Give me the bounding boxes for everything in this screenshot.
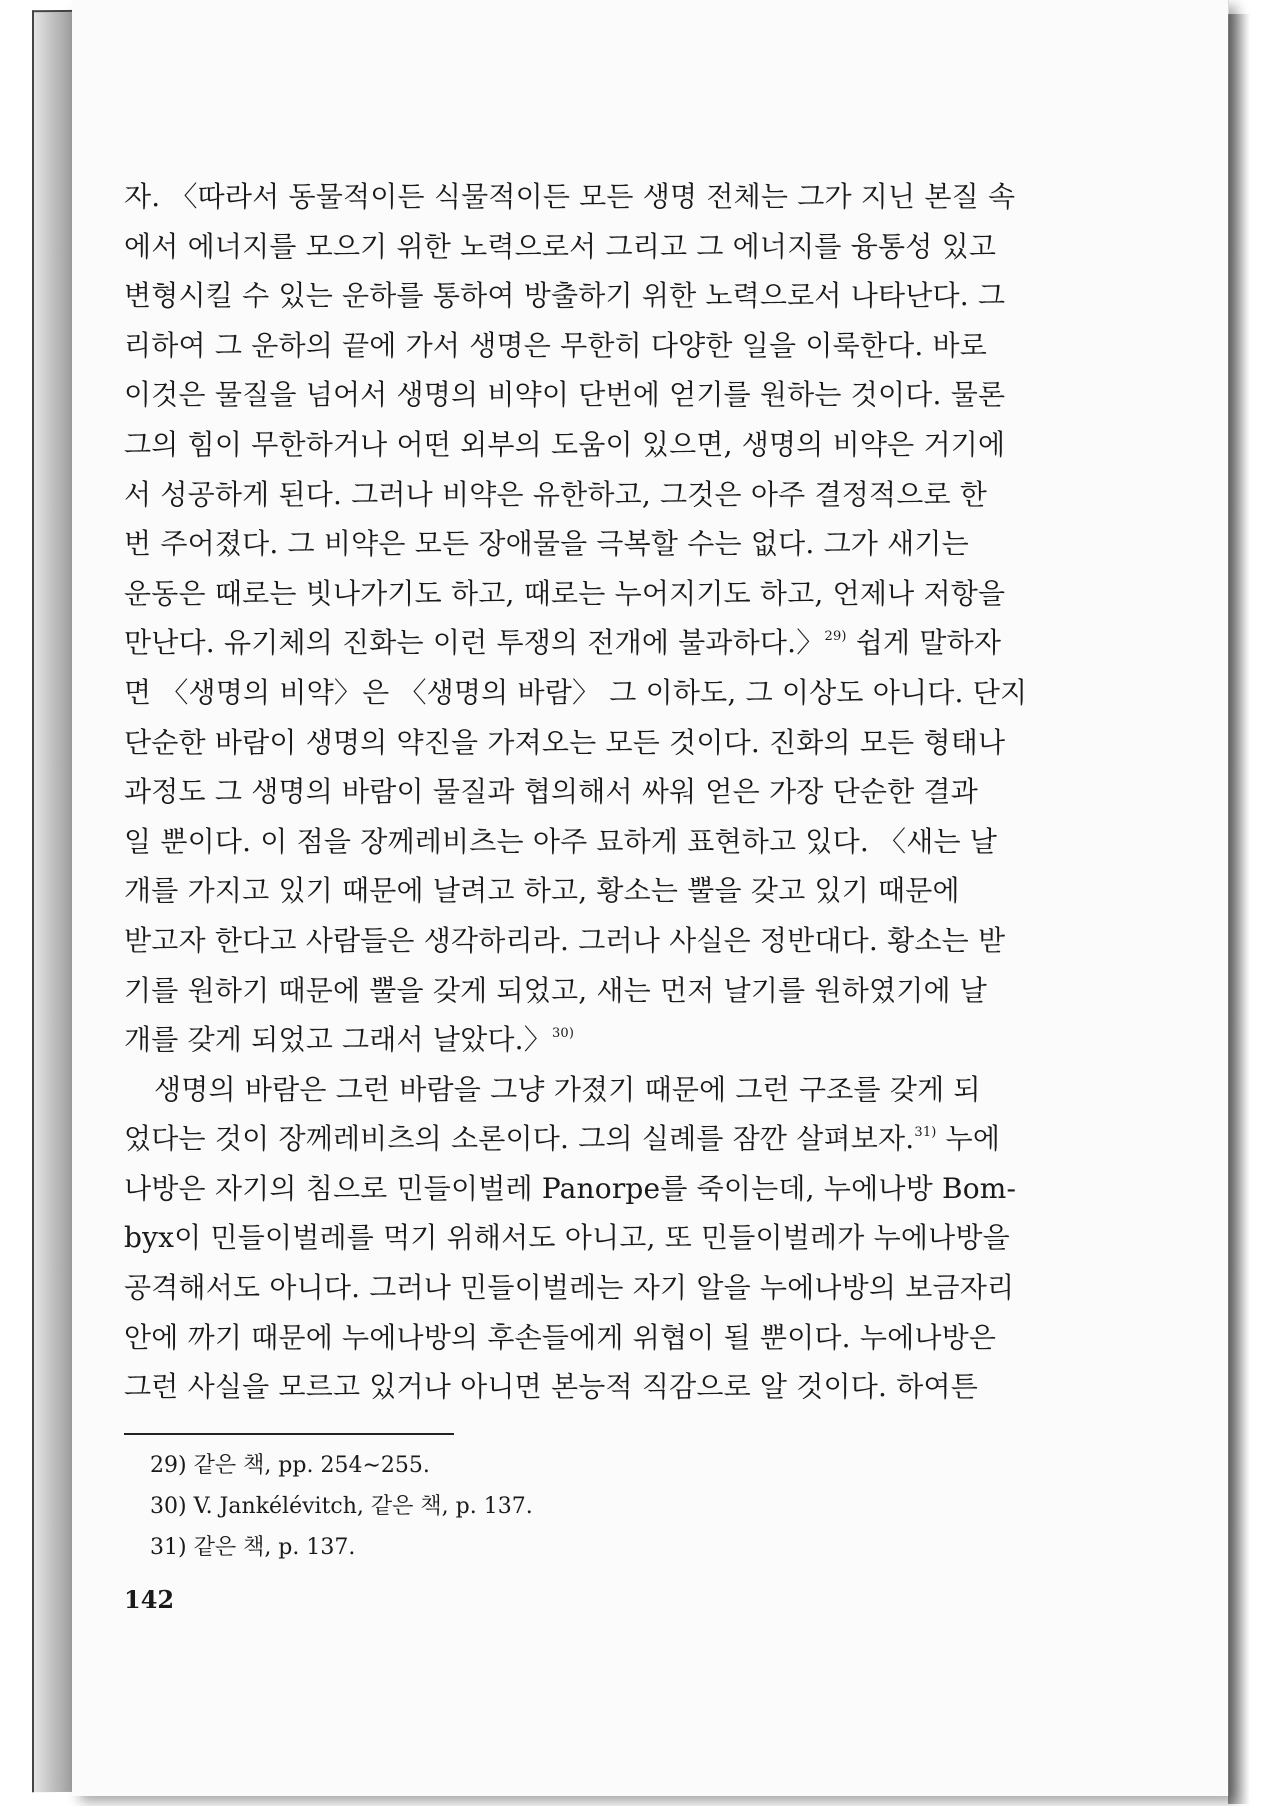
text-line: 일 뿐이다. 이 점을 장께레비츠는 아주 묘하게 표현하고 있다. 〈새는 날 xyxy=(124,824,998,858)
text-line: 과정도 그 생명의 바람이 물질과 협의해서 싸워 얻은 가장 단순한 결과 xyxy=(124,775,978,809)
text-line xyxy=(124,1015,1044,1065)
text-segment: 쉽게 말하자 xyxy=(846,626,1002,660)
footnote: 30) V. Jankélévitch, 같은 책, p. 137. xyxy=(150,1494,533,1519)
text-line: 나방은 자기의 침으로 민들이벌레 Panorpe를 죽이는데, 누에나방 Bom- xyxy=(124,1171,1017,1205)
text-segment: 었다는 것이 장께레비츠의 소론이다. 그의 실례를 잠깐 살펴보자. xyxy=(124,1122,915,1156)
text-line: 자. 〈따라서 동물적이든 식물적이든 모든 생명 전체는 그가 지닌 본질 속 xyxy=(124,180,1016,213)
text-line xyxy=(124,1114,1044,1164)
text-line: 리하여 그 운하의 끝에 가서 생명은 무한히 다양한 일을 이룩한다. 바로 xyxy=(124,328,988,362)
text-line: 받고자 한다고 사람들은 생각하리라. 그러나 사실은 정반대다. 황소는 받 xyxy=(124,923,1006,957)
text-line: 그런 사실을 모르고 있거나 아니면 본능적 직감으로 알 것이다. 하여튼 xyxy=(124,1370,978,1404)
text-line: byx이 민들이벌레를 먹기 위해서도 아니고, 또 민들이벌레가 누에나방을 xyxy=(124,1221,1010,1255)
footnote-ref: 30) xyxy=(551,1026,575,1042)
text-line: 번 주어졌다. 그 비약은 모든 장애물을 극복할 수는 없다. 그가 새기는 xyxy=(124,527,969,561)
text-line: 안에 까기 때문에 누에나방의 후손들에게 위협이 될 뿐이다. 누에나방은 xyxy=(124,1320,997,1354)
text-line: 에서 에너지를 모으기 위한 노력으로서 그리고 그 에너지를 융통성 있고 xyxy=(124,229,997,263)
page-number: 142 xyxy=(124,1585,175,1614)
text-line: 운동은 때로는 빗나가기도 하고, 때로는 누어지기도 하고, 언제나 저항을 xyxy=(124,576,1006,610)
text-segment: 개를 갖게 되었고 그래서 날았다.〉 xyxy=(124,1023,552,1057)
footnote-divider xyxy=(124,1433,454,1435)
text-line: 이것은 물질을 넘어서 생명의 비약이 단번에 얻기를 원하는 것이다. 물론 xyxy=(124,378,1006,412)
text-line: 그의 힘이 무한하거나 어떤 외부의 도움이 있으면, 생명의 비약은 거기에 xyxy=(124,427,1006,461)
body-text xyxy=(124,172,1044,1412)
footnote: 29) 같은 책, pp. 254∼255. xyxy=(150,1453,430,1478)
text-line: 생명의 바람은 그런 바람을 그냥 가졌기 때문에 그런 구조를 갖게 되 xyxy=(154,1072,981,1106)
page-shadow xyxy=(1228,14,1250,1804)
text-line xyxy=(124,618,1044,668)
text-line: 단순한 바람이 생명의 약진을 가져오는 모든 것이다. 진화의 모든 형태나 xyxy=(124,725,1006,759)
footnote-ref: 31) xyxy=(914,1125,937,1141)
text-segment: 누에 xyxy=(936,1122,1001,1156)
text-line: 기를 원하기 때문에 뿔을 갖게 되었고, 새는 먼저 날기를 원하였기에 날 xyxy=(124,973,988,1007)
text-line: 변형시킬 수 있는 운하를 통하여 방출하기 위한 노력으로서 나타난다. 그 xyxy=(124,279,1006,313)
text-line: 공격해서도 아니다. 그러나 민들이벌레는 자기 알을 누에나방의 보금자리 xyxy=(124,1271,1015,1305)
text-line: 면 〈생명의 비약〉은 〈생명의 바람〉 그 이하도, 그 이상도 아니다. 단지 xyxy=(124,675,1028,709)
text-line: 서 성공하게 된다. 그러나 비약은 유한하고, 그것은 아주 결정적으로 한 xyxy=(124,477,988,511)
footnote: 31) 같은 책, p. 137. xyxy=(150,1535,356,1560)
text-segment: 만난다. 유기체의 진화는 이런 투쟁의 전개에 불과하다.〉 xyxy=(124,626,825,660)
text-line: 개를 가지고 있기 때문에 날려고 하고, 황소는 뿔을 갖고 있기 때문에 xyxy=(124,874,960,908)
footnotes xyxy=(150,1445,950,1568)
footnote-ref: 29) xyxy=(824,629,847,645)
